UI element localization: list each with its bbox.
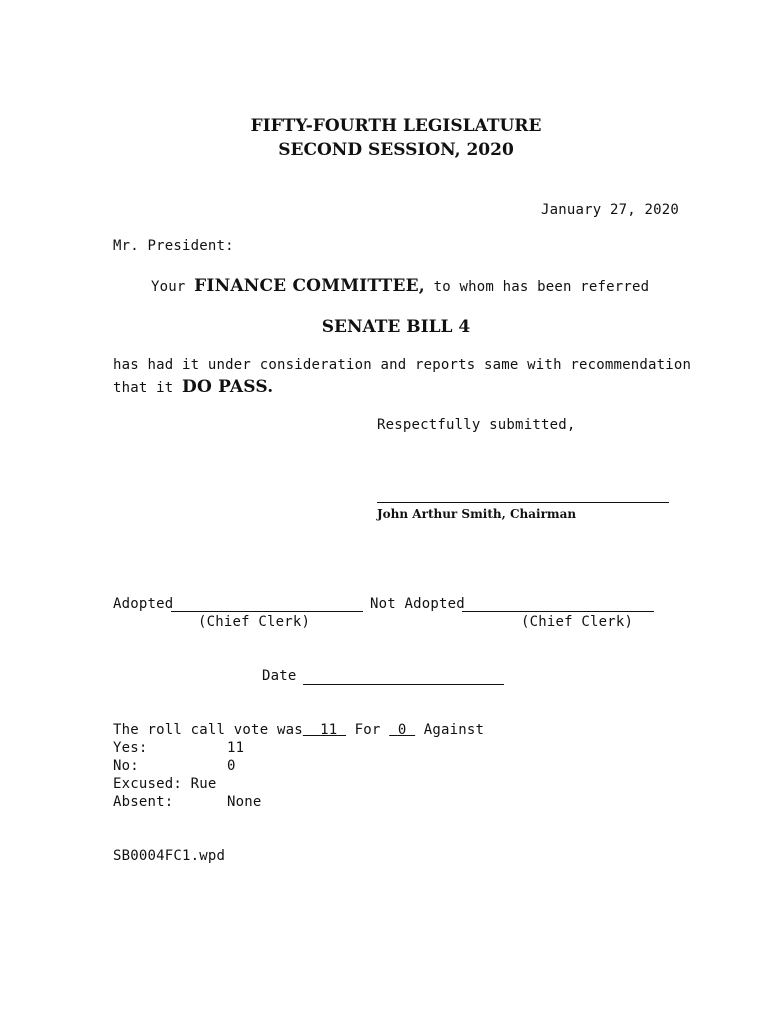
vote-absent-label: Absent: — [113, 794, 174, 810]
chief-clerk-left: (Chief Clerk) — [198, 614, 311, 630]
roll-call-line — [113, 722, 484, 738]
vote-yes-label: Yes: — [113, 740, 148, 756]
body-line-2-prefix: that it — [113, 380, 174, 396]
not-adopted-label: Not Adopted — [370, 596, 465, 612]
for-count: 11 — [320, 722, 338, 738]
for-label: For — [354, 722, 381, 738]
salutation: Mr. President: — [113, 238, 234, 254]
against-count: 0 — [397, 722, 407, 738]
date-line — [303, 684, 504, 685]
adopted-label: Adopted — [113, 596, 174, 612]
intro-prefix: Your — [151, 279, 186, 295]
intro-line — [151, 276, 649, 296]
document-filename: SB0004FC1.wpd — [113, 848, 226, 864]
legislature-heading: FIFTY-FOURTH LEGISLATURE — [250, 116, 542, 136]
vote-yes-value: 11 — [227, 740, 245, 756]
vote-excused: Excused: Rue — [113, 776, 217, 792]
vote-no-label: No: — [113, 758, 139, 774]
bill-title: SENATE BILL 4 — [321, 317, 471, 337]
chief-clerk-right: (Chief Clerk) — [521, 614, 634, 630]
adopted-line — [171, 611, 363, 612]
vote-no-value: 0 — [227, 758, 236, 774]
recommendation: DO PASS. — [182, 377, 274, 397]
session-heading: SECOND SESSION, 2020 — [278, 140, 514, 160]
not-adopted-line — [462, 611, 654, 612]
closing: Respectfully submitted, — [377, 417, 576, 433]
signature-line — [377, 502, 669, 503]
roll-call-intro: The roll call vote was — [113, 722, 303, 738]
body-line-2 — [113, 377, 273, 397]
report-date: January 27, 2020 — [540, 202, 679, 218]
body-line-1: has had it under consideration and reports same with recommendation — [113, 357, 692, 373]
signer-name: John Arthur Smith, Chairman — [377, 507, 577, 521]
committee-name: FINANCE COMMITTEE, — [194, 276, 425, 296]
against-label: Against — [423, 722, 485, 738]
intro-suffix: to whom has been referred — [433, 279, 650, 295]
date-label: Date — [262, 668, 297, 684]
vote-absent-value: None — [227, 794, 262, 810]
